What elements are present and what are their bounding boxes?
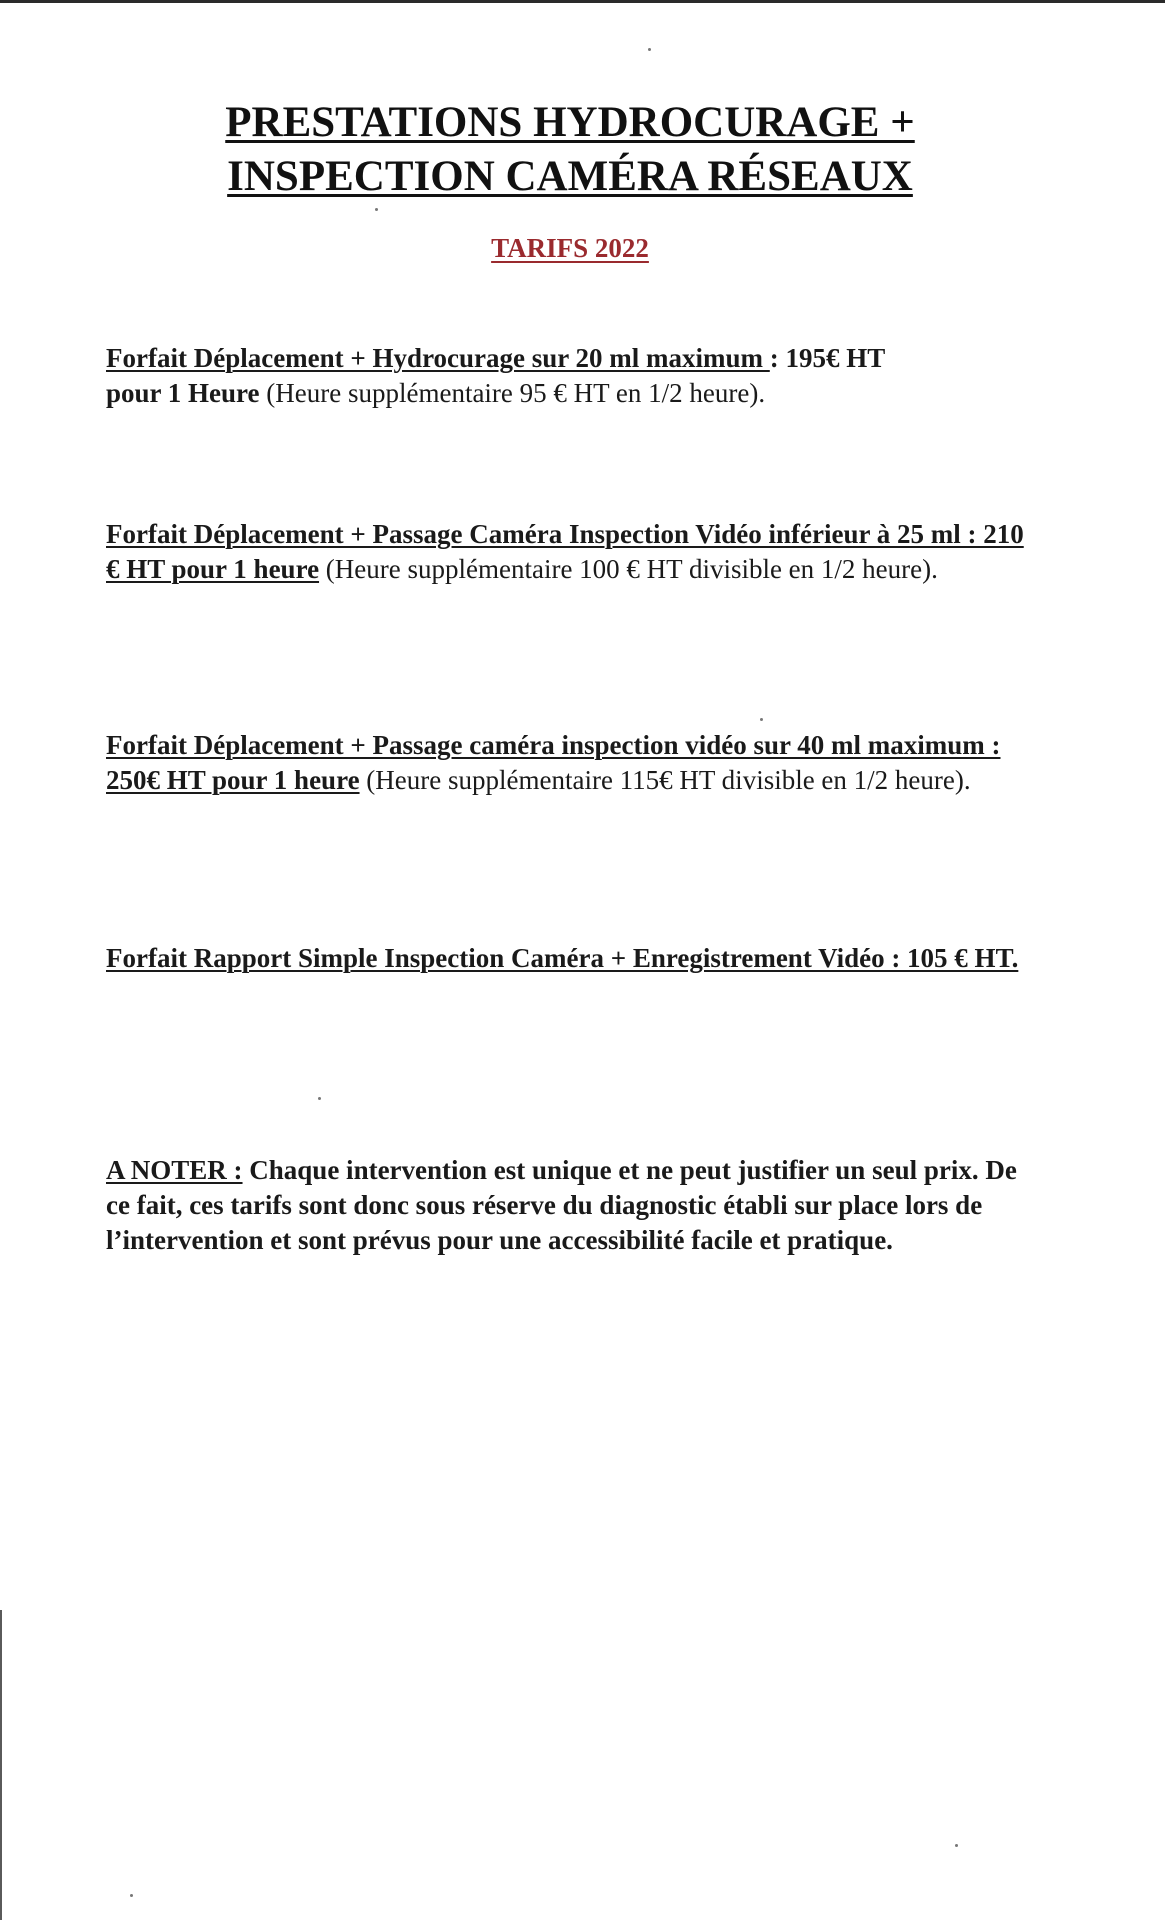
tariff-item-report [106,941,1036,976]
scan-left-edge [0,1610,2,1920]
tariff-item-detail: (Heure supplémentaire 95 € HT en 1/2 heure). [259,378,766,408]
scan-speck [648,48,651,51]
scan-speck [130,1894,133,1897]
note-text: Chaque intervention est unique et ne peut justifier un seul prix. De ce fait, ces tarifs sont donc sous réserve du diagnostic établi sur place lors de l’intervention et sont prévus pour une accessibilité facile et pratique. [106,1155,1017,1255]
tariff-item-label: Forfait Déplacement + Passage Caméra Inspection Vidéo inférieur à 25 ml : 210 € HT pour 1 heure [106,519,1024,584]
tariff-item-duration: pour 1 Heure [106,378,260,408]
tariff-item-label: Forfait Rapport Simple Inspection Caméra + Enregistrement Vidéo : 105 € HT. [106,943,1019,973]
tariff-item-label: Forfait Déplacement + Passage caméra inspection vidéo sur 40 ml maximum : 250€ HT pour 1 heure [106,730,1001,795]
tariff-item-camera-25ml [106,517,1036,587]
note-label: A NOTER : [106,1155,243,1185]
tariff-item-hydrocurage [106,341,1036,411]
title-line-1: PRESTATIONS HYDROCURAGE + [225,99,915,146]
tariff-item-detail: (Heure supplémentaire 115€ HT divisible en 1/2 heure). [359,765,971,795]
note-paragraph [106,1153,1036,1258]
tariffs-subtitle: TARIFS 2022 [491,233,649,263]
tariff-item-price: 195€ HT [785,343,886,373]
tariff-item-label: Forfait Déplacement + Hydrocurage sur 20 ml maximum [106,343,770,373]
tariff-item-detail: (Heure supplémentaire 100 € HT divisible en 1/2 heure). [319,554,938,584]
scan-speck [375,208,378,211]
scan-speck [955,1844,958,1847]
tariff-item-camera-40ml [106,728,1036,798]
scan-top-edge [0,0,1165,3]
document-title [0,96,1140,204]
tariff-item-separator: : [769,343,786,373]
scan-speck [760,718,763,721]
title-line-2: INSPECTION CAMÉRA RÉSEAUX [227,153,913,200]
scan-speck [318,1097,321,1100]
